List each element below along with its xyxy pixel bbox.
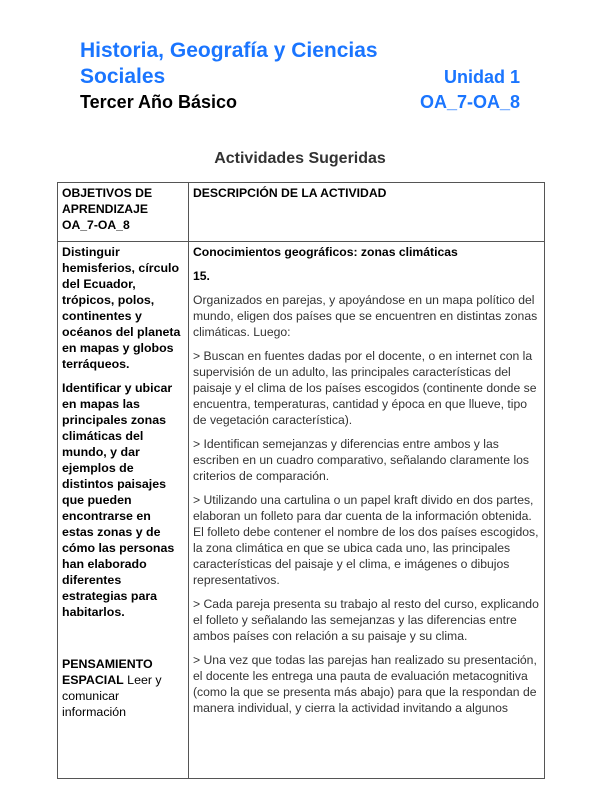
subject-title-line1: Historia, Geografía y Ciencias — [80, 39, 378, 62]
table-header-row — [58, 183, 545, 242]
subject-title-line2: Sociales — [80, 65, 166, 88]
document-header — [80, 38, 520, 114]
activity-paragraph: > Utilizando una cartulina o un papel kraft divido en dos partes, elaboran un folleto para dar cuenta de la información obtenida. El folleto debe contener el nombre de los dos países escogidos, la zona climática en que se ubica cada uno, las principales características del paisaje y el clima, e imágenes o dibujos representativos. — [193, 493, 539, 587]
activity-paragraph: > Identifican semejanzas y diferencias entre ambos y las escriben en un cuadro comparativo, señalando claramente los criterios de comparación. — [193, 437, 530, 483]
objective-item: Distinguir hemisferios, círculo del Ecuador, trópicos, polos, continentes y océanos del planeta en mapas y globos terráqueos. — [62, 245, 181, 371]
activity-number: 15. — [193, 269, 210, 283]
activity-paragraph: > Una vez que todas las parejas han realizado su presentación, el docente les entrega una pauta de evaluación metacognitiva (como la que se presenta más abajo) para que la respondan de manera individual, y cierra la actividad invitando a algunos — [193, 653, 537, 715]
unit-label: Unidad 1 — [443, 67, 520, 87]
skill-title: PENSAMIENTO ESPACIAL — [62, 657, 153, 687]
subject-row — [80, 64, 520, 90]
oa-code: OA_7-OA_8 — [419, 92, 520, 112]
activities-table — [57, 182, 545, 779]
objectives-header-line: OBJETIVOS DE — [62, 186, 153, 200]
objectives-cell — [58, 242, 189, 779]
spacer — [62, 628, 184, 656]
grade-row — [80, 90, 520, 114]
skill-item — [62, 656, 184, 720]
table-body-row — [58, 242, 545, 779]
grade-label: Tercer Año Básico — [80, 92, 238, 112]
objectives-header-line: APRENDIZAJE — [62, 202, 149, 216]
objectives-header — [58, 183, 189, 242]
description-cell — [189, 242, 545, 779]
activity-paragraph: > Cada pareja presenta su trabajo al resto del curso, explicando el folleto y señalando las semejanzas y las diferencias entre ambos países con relación a su paisaje y su clima. — [193, 597, 539, 643]
section-title: Actividades Sugeridas — [214, 150, 386, 167]
objective-item: Identificar y ubicar en mapas las principales zonas climáticas del mundo, y dar ejemplos de distintos paisajes que pueden encontrarse en estas zonas y de cómo las personas han elaborado diferentes estrategias para habitarlos. — [62, 381, 175, 619]
skill-text: Leer y comunicar información — [62, 673, 162, 719]
activity-paragraph: Organizados en parejas, y apoyándose en un mapa político del mundo, eligen dos países que se encuentren en distintas zonas climáticas. Luego: — [193, 293, 538, 339]
activity-title: Conocimientos geográficos: zonas climáticas — [193, 245, 458, 259]
objectives-header-line: OA_7-OA_8 — [62, 218, 130, 232]
description-header: DESCRIPCIÓN DE LA ACTIVIDAD — [189, 183, 545, 242]
activity-paragraph: > Buscan en fuentes dadas por el docente, o en internet con la supervisión de un adulto, las principales características del paisaje y el clima de los países escogidos (continente donde se encuentra, temperaturas, cantidad y época en que llueve, tipo de vegetación característica). — [193, 349, 537, 427]
